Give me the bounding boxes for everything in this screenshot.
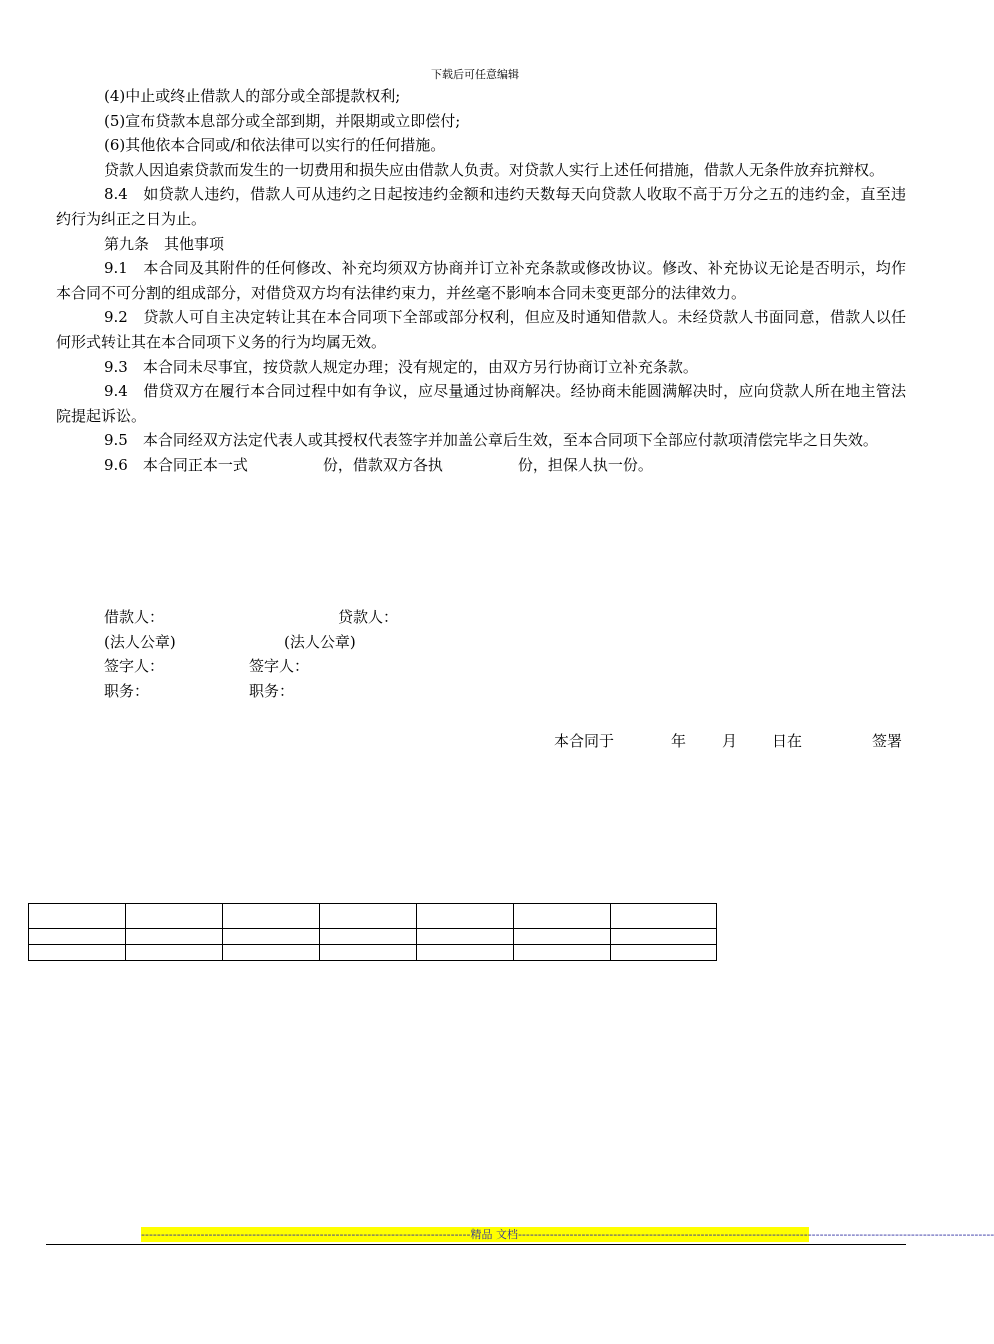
table-cell — [320, 904, 417, 929]
paragraph: 8.4 如贷款人违约，借款人可从违约之日起按违约金额和违约天数每天向贷款人收取不高于万分之五的违约金，直至违约行为纠正之日为止。 — [56, 185, 906, 228]
table-cell — [126, 945, 223, 961]
table-cell — [514, 945, 611, 961]
signature-row-signer — [104, 654, 704, 679]
footer-label: 精品 文档 — [470, 1228, 518, 1241]
blank-table — [28, 903, 717, 961]
date-prefix: 本合同于 — [554, 732, 615, 750]
table-cell — [417, 945, 514, 961]
paragraph: 9.6 本合同正本一式 份，借款双方各执 份，担保人执一份。 — [104, 455, 653, 474]
table-cell — [223, 904, 320, 929]
borrower-signer: 签字人： — [104, 657, 165, 676]
table-cell — [514, 904, 611, 929]
table-cell — [29, 929, 126, 945]
date-signed: 签署 — [872, 732, 903, 750]
table-cell — [611, 904, 717, 929]
table-cell — [417, 929, 514, 945]
paragraph: 9.3 本合同未尽事宜，按贷款人规定办理；没有规定的，由双方另行协商订立补充条款。 — [104, 357, 698, 376]
footer-dashes-right: ------------------------------------------------------------------------------------------------------------------------ — [517, 1228, 994, 1241]
table-cell — [417, 904, 514, 929]
paragraph: (6)其他依本合同或/和依法律可以实行的任何措施。 — [104, 136, 446, 155]
date-day-at: 日在 — [772, 732, 803, 750]
paragraph: 9.4 借贷双方在履行本合同过程中如有争议，应尽量通过协商解决。经协商未能圆满解决时，应向贷款人所在地主管法院提起诉讼。 — [56, 382, 906, 425]
table-cell — [29, 904, 126, 929]
signature-row-title — [104, 679, 704, 704]
table-cell — [611, 945, 717, 961]
table-cell — [126, 929, 223, 945]
table-cell — [514, 929, 611, 945]
paragraph: 9.5 本合同经双方法定代表人或其授权代表签字并加盖公章后生效，至本合同项下全部应付款项清偿完毕之日失效。 — [104, 431, 878, 450]
borrower-seal: (法人公章) — [104, 632, 176, 651]
paragraph: 9.1 本合同及其附件的任何修改、补充均须双方协商并订立补充条款或修改协议。修改、补充协议无论是否明示，均作本合同不可分割的组成部分，对借贷双方均有法律约束力，并丝毫不影响本合同未变更部分的法律效力。 — [56, 259, 906, 302]
footer-banner — [141, 1227, 994, 1242]
paragraph: (4)中止或终止借款人的部分或全部提款权利; — [104, 87, 401, 105]
lender-signer: 签字人： — [249, 657, 310, 676]
signature-block — [104, 605, 704, 703]
table-cell — [126, 904, 223, 929]
signature-row-seal — [104, 630, 704, 655]
signing-date-line — [554, 730, 906, 754]
paragraph: (5)宣布贷款本息部分或全部到期，并限期或立即偿付; — [104, 111, 461, 130]
lender-label: 贷款人： — [338, 608, 399, 626]
table-cell — [320, 945, 417, 961]
table-cell — [223, 945, 320, 961]
table-cell — [611, 929, 717, 945]
header-note: 下载后可任意编辑 — [431, 68, 519, 81]
borrower-label: 借款人： — [104, 608, 165, 626]
table-cell — [223, 929, 320, 945]
table-cell — [320, 929, 417, 945]
contract-body — [56, 84, 906, 478]
date-month: 月 — [722, 732, 738, 750]
paragraph: 9.2 贷款人可自主决定转让其在本合同项下全部或部分权利，但应及时通知借款人。未经贷款人书面同意，借款人以任何形式转让其在本合同项下义务的行为均属无效。 — [56, 308, 906, 351]
footer-dashes-left: ----------------------------------------------------------------------------------- — [141, 1228, 471, 1241]
date-year: 年 — [671, 732, 687, 750]
section-heading: 第九条 其他事项 — [104, 234, 225, 253]
paragraph: 贷款人因追索贷款而发生的一切费用和损失应由借款人负责。对贷款人实行上述任何措施，借款人无条件放弃抗辩权。 — [104, 160, 885, 179]
table-cell — [29, 945, 126, 961]
lender-title: 职务： — [249, 681, 295, 700]
signature-row-party — [104, 605, 704, 630]
borrower-title: 职务： — [104, 681, 150, 700]
lender-seal: (法人公章) — [284, 632, 356, 651]
footer-rule — [46, 1244, 906, 1245]
